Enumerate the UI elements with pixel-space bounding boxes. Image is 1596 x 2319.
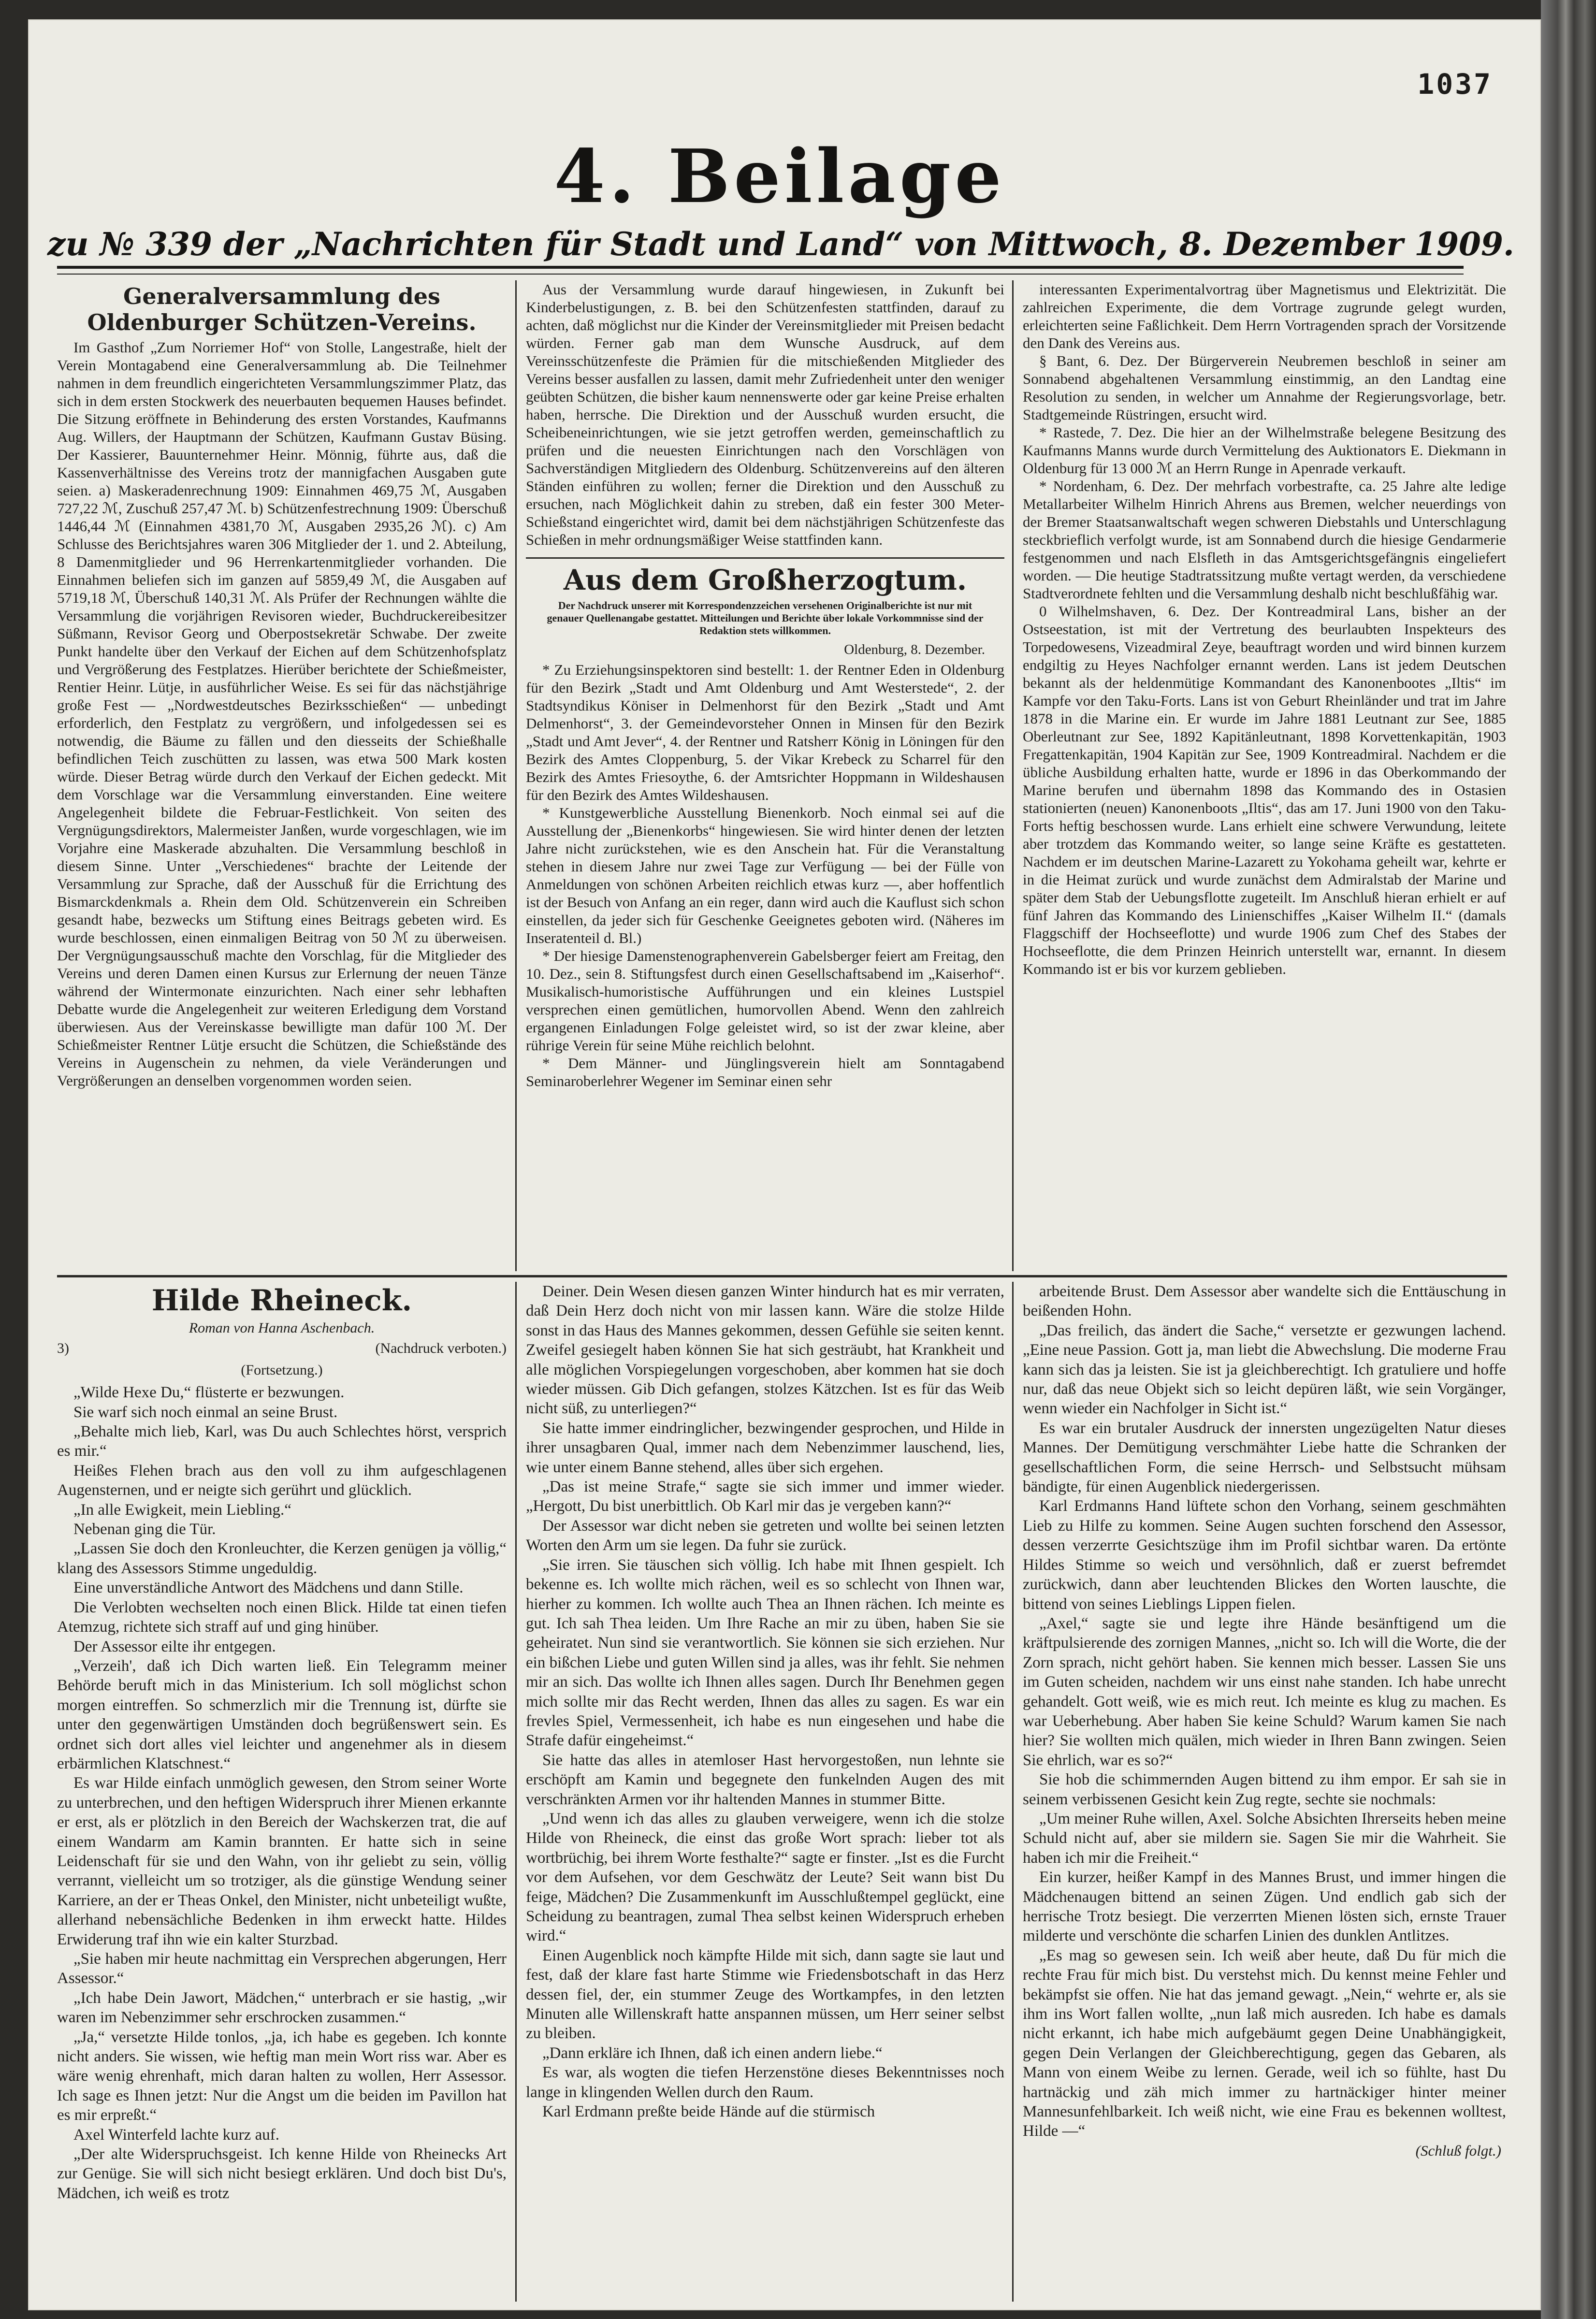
paragraph: * Der hiesige Damenstenographenverein Gabelsberger feiert am Freitag, den 10. Dez., sein 8. Stiftungsfest durch einen Gesellschaftsabend im „Kaiserhof“. Musikalisch-humoristische Aufführungen und ein kleines Lustspiel versprechen einen gemütlichen, humorvollen Abend. Wenn den zahlreich ergangenen Einladungen Folge geleistet wird, so ist der zwar kleine, aber rührige Verein für seine Mühe reichlich belohnt. bbox=[526, 947, 1004, 1054]
paragraph: „Und wenn ich das alles zu glauben verweigere, wenn ich die stolze Hilde von Rheineck, die einst das große Wort sprach: lieber tot als wortbrüchig, bei ihrem Worte festhalte?“ sagte er finster. „Ist es die Furcht vor dem Aufsehen, vor dem Geschwätz der Leute? Seit wann bist Du feige, Mädchen? Die Zusammenkunft im Ausschlußtempel geglückt, eine Scheidung zu beantragen, zumal Thea selbst keinen Widerspruch erheben wird.“ bbox=[526, 1810, 1004, 1945]
paragraph: Es war, als wogten die tiefen Herzenstöne dieses Bekenntnisses noch lange in klingenden Wellen durch den Raum. bbox=[526, 2064, 1004, 2101]
section-divider bbox=[526, 557, 1004, 559]
column-middle bbox=[526, 280, 1004, 1266]
supplement-subtitle: zu № 339 der „Nachrichten für Stadt und Land“ von Mittwoch, 8. Dezember 1909. bbox=[47, 225, 1514, 263]
paragraph: „Wilde Hexe Du,“ flüsterte er bezwungen. bbox=[73, 1384, 345, 1402]
story-title: Hilde Rheineck. bbox=[151, 1284, 412, 1318]
paragraph: Nebenan ging die Tür. bbox=[73, 1521, 216, 1538]
section-body-grossherzogtum bbox=[526, 661, 1004, 1090]
paragraph: Eine unverständliche Antwort des Mädchens und dann Stille. bbox=[73, 1579, 464, 1597]
supplement-title: 4. Beilage bbox=[554, 133, 1005, 219]
story-body-2 bbox=[526, 1282, 1004, 2121]
paragraph: § Bant, 6. Dez. Der Bürgerverein Neubremen beschloß in seiner am Sonnabend abgehaltenen Versammlung einstimmig, an den Landtag eine Resolution zu senden, in welcher um Annahme der Regierungsvorlage, betr. Stadtgemeinde Rüstringen, ersucht wird. bbox=[1023, 352, 1506, 423]
paragraph: interessanten Experimentalvortrag über Magnetismus und Elektrizität. Die zahlreichen Experimente, die dem Vortrage zugrunde gelegt wurden, erleichterten seine Faßlichkeit. Dem Herrn Vortragenden sprach der Vorsitzende den Dank des Vereins aus. bbox=[1023, 281, 1506, 351]
paragraph: Es war Hilde einfach unmöglich gewesen, den Strom seiner Worte zu unterbrechen, und den heftigen Widerspruch ihrer Mienen erkannte er erst, als er plötzlich in den Bereich der Wachskerzen trat, die auf einem Wandarm am Kamin brannten. Er hatte sich in seine Leidenschaft für sie und den Wahn, von ihr geliebt zu sein, völlig verrannt, vielleicht um so trotziger, als die günstige Wendung seiner Karriere, an der er Theas Onkel, den Minister, nicht unbeteiligt wußte, allerhand nebensächliche Bedenken in ihm erweckt hatte. Hildes Erwiderung traf ihn wie ein kalter Sturzbad. bbox=[57, 1774, 507, 1948]
paragraph: Einen Augenblick noch kämpfte Hilde mit sich, dann sagte sie laut und fest, daß der klare fast harte Stimme wie Friedensbotschaft in das Herz dessen fiel, der, ein stummer Zeuge des Wortkampfes, in den letzten Minuten alle Willenskraft hatte anspannen müssen, um Herr seiner selbst zu bleiben. bbox=[526, 1946, 1004, 2043]
paragraph: „Sie haben mir heute nachmittag ein Versprechen abgerungen, Herr Assessor.“ bbox=[57, 1950, 507, 1987]
story-body-1 bbox=[57, 1383, 507, 2203]
masthead bbox=[47, 135, 1512, 266]
paragraph: Es war ein brutaler Ausdruck der innersten ungezügelten Natur dieses Mannes. Der Demütigung verschmähter Liebe hatte die Schranken der gesellschaftlichen Form, die seine Herrsch- und Selbstsucht mühsam bändigte, für einen Augenblick niedergerissen. bbox=[1023, 1419, 1506, 1496]
paragraph: Heißes Flehen brach aus den voll zu ihm aufgeschlagenen Augensternen, und er neigte sich gerührt und glücklich. bbox=[57, 1462, 507, 1499]
paragraph: Sie hatte das alles in atemloser Hast hervorgestoßen, nun lehnte sie erschöpft am Kamin und begegnete den funkelnden Augen des mit verschränkten Armen vor ihr haltenden Mannes in stummer Bitte. bbox=[526, 1751, 1004, 1808]
column-schuetzenverein bbox=[57, 280, 507, 1266]
reprint-prohibited: (Nachdruck verboten.) bbox=[375, 1340, 507, 1357]
paragraph: Karl Erdmanns Hand lüftete schon den Vorhang, seinem geschmähten Lieb zu Hilfe zu kommen. Seine Augen suchten forschend den Assessor, dessen verzerrte Gesichtszüge ihm im Profil sichtbar waren. Da ertönte Hildes Stimme so weich und versöhnlich, daß er zuerst befremdet zurückwich, dann aber leuchtenden Blickes den Worten lauschte, die bittend von seines Lieblings Lippen fielen. bbox=[1023, 1497, 1506, 1613]
paragraph: Ein kurzer, heißer Kampf in des Mannes Brust, und immer hingen die Mädchenaugen bittend an seinen Zügen. Und endlich gab sich der herrische Trotz besiegt. Die verzerrten Mienen lösten sich, ernste Trauer milderte und verschönte die scharfen Linien des dunklen Antlitzes. bbox=[1023, 1869, 1506, 1945]
paragraph: „Ich habe Dein Jawort, Mädchen,“ unterbrach er sie hastig, „wir waren im Nebenzimmer sehr erschrocken zusammen.“ bbox=[57, 1989, 507, 2027]
column-divider bbox=[515, 1282, 517, 2302]
story-end-note: (Schluß folgt.) bbox=[1415, 2142, 1501, 2159]
paragraph: Axel Winterfeld lachte kurz auf. bbox=[73, 2126, 279, 2144]
paragraph: „Behalte mich lieb, Karl, was Du auch Schlechtes hörst, versprich es mir.“ bbox=[57, 1423, 507, 1460]
paragraph: * Dem Männer- und Jünglingsverein hielt am Sonntagabend Seminaroberlehrer Wegener im Seminar einen sehr bbox=[526, 1055, 1004, 1089]
paragraph: * Kunstgewerbliche Ausstellung Bienenkorb. Noch einmal sei auf die Ausstellung der „Bienenkorbs“ hingewiesen. Sie wird hinter denen der letzten Jahre nicht zurückstehen, wie es den Anschein hat. Für die Veranstaltung stehen in diesem Jahre nur zwei Tage zur Verfügung — bei der Fülle von Anmeldungen von schönen Arbeiten reichlich etwas kurz —, aber hoffentlich ist der Besuch von Anfang an ein reger, dann wird auch die Kauflust sich schon einstellen, da jeder sich für Geschenke Geeignetes geboten wird. (Näheres im Inseratenteil d. Bl.) bbox=[526, 804, 1004, 946]
paragraph: „Axel,“ sagte sie und legte ihre Hände besänftigend um die kräftpulsierende des zornigen Mannes, „nicht so. Ich will die Worte, die der Zorn sprach, nicht gehört haben. Sie kennen mich besser. Lassen Sie uns im Guten scheiden, nachdem wir uns einst nahe standen. Ich habe unrecht gehandelt. Gott weiß, wie es mich reut. Ich meinte es klug zu machen. Es war Ueberhebung. Aber haben Sie keine Schuld? Warum kamen Sie nach hier? Sie wollten mich quälen, mich wieder in Ihren Bann zwingen. Seien Sie ehrlich, war es so?“ bbox=[1023, 1614, 1506, 1769]
paragraph: Im Gasthof „Zum Norriemer Hof“ von Stolle, Langestraße, hielt der Verein Montagabend eine Generalversammlung ab. Die Teilnehmer nahmen in dem freundlich eingerichteten Versammlungszimmer Platz, das sich in dem ersten Stockwerk des neuerbauten bequemen Hauses befindet. Die Sitzung eröffnete in Behinderung des ersten Vorstandes, Kaufmanns Aug. Willers, der Hauptmann der Schützen, Kaufmann Gustav Büsing. Der Kassierer, Bauunternehmer Heinr. Mönnig, führte aus, daß die Kassenverhältnisse des Vereins trotz der mannigfachen Ausgaben gute seien. a) Maskeradenrechnung 1909: Einnahmen 469,75 ℳ, Ausgaben 727,22 ℳ, Zuschuß 257,47 ℳ. b) Schützenfestrechnung 1909: Überschuß 1446,44 ℳ (Einnahmen 4381,70 ℳ, Ausgaben 2935,26 ℳ). c) Am Schlusse des Berichtsjahres waren 306 Mitglieder der 1. und 2. Abteilung, 8 Damenmitglieder und 96 Herrenkartenmitglieder vorhanden. Die Einnahmen beliefen sich im ganzen auf 5859,49 ℳ, die Ausgaben auf 5719,18 ℳ, Überschuß 140,31 ℳ. Als Prüfer der Rechnungen wählte die Versammlung die vorjährigen Revisoren wieder, Buchdruckereibesitzer Süßmann, Revisor Georg und Oberpostsekretär Schwabe. Der zweite Punkt handelte über den Verkauf der Eichen auf dem Schützenhofsplatz und Vergrößerung des Festplatzes. Hierüber berichtete der Schießmeister, Rentier Heinr. Lütje, in ausführlicher Weise. Es sei für das nächstjährige große Fest — „Nordwestdeutsches Bezirksschießen“ — unbedingt erforderlich, den Festplatz zu vergrößern, und infolgedessen sei es notwendig, die Bäume zu fällen und den diesseits der Schießhalle befindlichen Teich zuschütten zu lassen, was etwa 500 Mark kosten würde. Dieser Betrag würde durch den Verkauf der Eichen gedeckt. Mit dem Vorschlage war die Versammlung einverstanden. Eine weitere Angelegenheit bildete die Februar-Festlichkeit. Von seiten des Vergnügungsdirektors, Malermeister Janßen, wurde vorgeschlagen, wie im Vorjahre eine Maskerade abzuhalten. Die Versammlung beschloß in diesem Sinne. Unter „Verschiedenes“ brachte der Leitende der Versammlung zur Sprache, daß der Ausschuß für die Errichtung des Bismarckdenkmals a. Rhein dem Old. Schützenverein ein Schreiben gesandt habe, bezwecks um Stiftung eines Beitrags gebeten wird. Es wurde beschlossen, einen einmaligen Beitrag von 50 ℳ zu überweisen. Der Vergnügungsausschuß machte den Vorschlag, für die Mitglieder des Vereins und deren Damen einen Kursus zur Erlernung der neuen Tänze während der Wintermonate einzurichten. Nach einer sehr lebhaften Debatte wurde die Angelegenheit zur weiteren Erledigung dem Vorstand überwiesen. Aus der Vereinskasse bewilligte man dafür 100 ℳ. Der Schießmeister Rentner Lütje ersucht die Schützen, die Schießstände des Vereins in Augenschein zu nehmen, da viele Veränderungen und Vergrößerungen an denselben vorgenommen worden seien. bbox=[57, 339, 507, 1089]
local-news-body bbox=[1023, 280, 1506, 978]
column-divider bbox=[515, 280, 517, 1271]
paragraph: „Das ist meine Strafe,“ sagte sie sich immer und immer wieder. „Hergott, Du bist unerbittlich. Ob Karl mir das je vergeben kann?“ bbox=[526, 1478, 1004, 1515]
paragraph: „Ja,“ versetzte Hilde tonlos, „ja, ich habe es gegeben. Ich konnte nicht anders. Sie wissen, wie heftig man mein Wort riss war. Aber es wäre wenig ehrenhaft, mich daran halten zu wollen, Herr Assessor. Ich sage es Ihnen jetzt: Nur die Angst um die beiden im Pavillon hat es mir erpreßt.“ bbox=[57, 2028, 507, 2124]
paragraph: „Sie irren. Sie täuschen sich völlig. Ich habe mit Ihnen gespielt. Ich bekenne es. Ich wollte mich rächen, weil es so schlecht von Ihnen war, hierher zu kommen. Ich wollte auch Thea an Ihnen rächen. Ich meinte es gut. Ich sah Thea leiden. Um Ihre Rache an mir zu üben, haben Sie sie geheiratet. Nun sind sie verantwortlich. Sie können sie sich erziehen. Nur ein bißchen Liebe und guten Willen sind ja alles, was ihr fehlt. Sie nehmen mir an sich. Das wollte ich Ihnen alles sagen. Durch Ihr Benehmen gegen mich sollte mir das Recht werden, Ihnen das alles zu sagen. Es war ein frevles Spiel, Vermessenheit, ich habe es nun eingesehen und habe die Strafe dafür eingeheimst.“ bbox=[526, 1556, 1004, 1750]
paragraph: Die Verlobten wechselten noch einen Blick. Hilde tat einen tiefen Atemzug, richtete sich straff auf und ging hinüber. bbox=[57, 1598, 507, 1636]
page-number: 1037 bbox=[1417, 68, 1493, 101]
paragraph: Sie hatte immer eindringlicher, bezwingender gesprochen, und Hilde in ihrer unsagbaren Qual, immer nach dem Nebenzimmer lauschend, lies, wie unter einem Banne stehend, alles über sich ergehen. bbox=[526, 1419, 1004, 1476]
paragraph: „Um meiner Ruhe willen, Axel. Solche Absichten Ihrerseits heben meine Schuld nicht auf, aber sie mildern sie. Sagen Sie mir die Wahrheit. Sie haben ich mir die Freiheit.“ bbox=[1023, 1810, 1506, 1867]
continuation-note: (Fortsetzung.) bbox=[241, 1362, 323, 1378]
paragraph: Aus der Versammlung wurde darauf hingewiesen, in Zukunft bei Kinderbelustigungen, z. B. bei den Schützenfesten stattfinden, darauf zu achten, daß möglichst nur die Kinder der Vereinsmitglieder mit Preisen bedacht würden. Ferner gab man dem Wunsche Ausdruck, auf dem Vereinsschützenfeste die Prämien für die mitschießenden Mitglieder des Vereins besser ausfallen zu lassen, damit mehr Zufriedenheit unter den weniger geübten Schützen, die bisher kaum nennenswerte oder gar keine Preise erhalten haben, herrsche. Die Direktion und der Ausschuß wurden ersucht, die Scheibeneinrichtungen, wie sie jetzt getroffen werden, gemeinschaftlich zu prüfen und die neuesten Einrichtungen nach den Vorschlägen von Sachverständigen Mitgliedern des Oldenburg. Schützenvereins auf den älteren Ständen einführen zu wollen; ferner die Direktion und den Ausschuß zu ersuchen, nach Möglichkeit dahin zu streben, daß ein fester 300 Meter-Schießstand eingerichtet wird, damit bei dem nächstjährigen Schützenfeste das Schießen in mehr ordnungsmäßiger Weise stattfinden kann. bbox=[526, 281, 1004, 548]
article-heading-schuetzenverein: Generalversammlung des Oldenburger Schützen-Vereins. bbox=[87, 283, 477, 335]
paragraph: „Der alte Widerspruchsgeist. Ich kenne Hilde von Rheinecks Art zur Genüge. Sie will sich nicht besiegt erklären. Und doch bist Du's, Mädchen, ich weiß es trotz bbox=[57, 2145, 507, 2202]
column-right bbox=[1023, 280, 1506, 1266]
story-column-1 bbox=[57, 1282, 507, 2302]
story-column-3 bbox=[1023, 1282, 1506, 2302]
paragraph: 0 Wilhelmshaven, 6. Dez. Der Kontreadmiral Lans, bisher an der Ostseestation, ist mit der Vertretung des beurlaubten Inspekteurs des Torpedowesens, Vizeadmiral Zeye, beauftragt worden und wird binnen kurzem endgiltig zu Heyes Nachfolger ernannt werden. Lans ist jedem Deutschen bekannt als der heldenmütige Kommandant des Kanonenbootes „Iltis“ im Kampfe vor den Taku-Forts. Lans ist von Geburt Rheinländer und trat im Jahre 1878 in die Marine ein. Er wurde im Jahre 1881 Leutnant zur See, 1885 Oberleutnant zur See, 1892 Kapitänleutnant, 1898 Korvettenkapitän, 1903 Fregattenkapitän, 1904 Kapitän zur See, 1909 Kontreadmiral. Nachdem er die übliche Ausbildung erhalten hatte, wurde er 1896 in das Oberkommando der Marine berufen und übernahm 1898 das Kommando des in Ostasien stationierten (neuen) Kanonenboots „Iltis“, das am 17. Juni 1900 von den Taku-Forts heftig beschossen wurde. Lans erhielt eine schwere Verwundung, leitete aber trotzdem das Kommando weiter, so lange seine Kräfte es gestatteten. Nachdem er im deutschen Marine-Lazarett zu Yokohama geheilt war, kehrte er in die Heimat zurück und wurde zunächst dem Admiralstab der Marine und später dem Stab der Uebungsflotte zugeteilt. Im Anschluß hieran erhielt er auf fünf Jahren das Kommando des Linienschiffes „Kaiser Wilhelm II.“ (damals Flaggschiff der Hochseeflotte) und wurde 1906 zum Chef des Stabes der Hochseeflotte, die dem Prinzen Heinrich unterstellt war, ernannt. In diesem Kommando ist er bis vor kurzem geblieben. bbox=[1023, 603, 1506, 977]
story-installment bbox=[57, 1339, 507, 1358]
article-body-schuetzenverein bbox=[57, 338, 507, 1089]
paragraph: „In alle Ewigkeit, mein Liebling.“ bbox=[73, 1501, 291, 1519]
reprint-notice: Der Nachdruck unserer mit Korrespondenzzeichen versehenen Originalberichte ist nur mit genauer Quellenangabe gestattet. Mitteilungen und Berichte über lokale Vorkommnisse sind der Redaktion stets willkommen. bbox=[547, 599, 984, 637]
story-body-3 bbox=[1023, 1282, 1506, 2141]
paragraph: Karl Erdmann preßte beide Hände auf die stürmisch bbox=[542, 2103, 875, 2121]
paragraph: „Lassen Sie doch den Kronleuchter, die Kerzen genügen ja völlig,“ klang des Assessors Stimme ungeduldig. bbox=[57, 1540, 507, 1577]
paragraph: * Zu Erziehungsinspektoren sind bestellt: 1. der Rentner Eden in Oldenburg für den Bezirk „Stadt und Amt Oldenburg und Amt Westerstede“, 2. der Stadtsyndikus Köniser in Delmenhorst für den Bezirk „Stadt und Amt Delmenhorst“, 3. der Gemeindevorsteher Onnen in Minsen für den Bezirk „Stadt und Amt Jever“, 4. der Rentner und Ratsherr König in Löningen für den Bezirk des Amtes Cloppenburg, 5. der Vikar Krebeck zu Scharrel für den Bezirk des Amtes Friesoythe, 6. der Amtsrichter Hoppmann in Wildeshausen für den Bezirk des Amtes Wildeshausen. bbox=[526, 661, 1004, 803]
paragraph: Sie warf sich noch einmal an seine Brust. bbox=[73, 1403, 338, 1421]
bound-volume-edge bbox=[1541, 0, 1596, 2319]
paragraph: „Es mag so gewesen sein. Ich weiß aber heute, daß Du für mich die rechte Frau für mich bist. Du verstehst mich. Du kennst meine Fehler und bekämpfst sie offen. Nie hat das jemand gewagt. „Nein,“ wehrte er, als sie ihm ins Wort fallen wollte, „nun laß mich ausreden. Ich habe es damals nicht erkannt, ich habe mich aufgebäumt gegen Deine Unabhängigkeit, gegen Dein Verlangen der Gleichberechtigung, gegen das Gebaren, als Mann von einem Weibe zu lernen. Gerade, weil ich so fühlte, hast Du hartnäckig und zäh mich immer zu hartnäckiger hinter meiner Mannesunfehlbarkeit. Ich weiß nicht, wie eine Frau es bekennen wolltest, Hilde —“ bbox=[1023, 1946, 1506, 2140]
newspaper-page bbox=[28, 19, 1541, 2310]
installment-number: 3) bbox=[57, 1340, 69, 1357]
paragraph: * Nordenham, 6. Dez. Der mehrfach vorbestrafte, ca. 25 Jahre alte ledige Metallarbeiter Wilhelm Hinrich Ahrens aus Bremen, welcher neuerdings von der Bremer Staatsanwaltschaft wegen schweren Diebstahls und Unterschlagung steckbrieflich verfolgt wurde, ist am Sonnabend durch die hiesige Gendarmerie festgenommen und nach Elsfleth in das Amtsgerichtsgefängnis eingeliefert worden. — Die heutige Stadtratssitzung mußte vertagt werden, da verschiedene Stadtverordnete fehlten und die Versammlung deshalb nicht beschlußfähig war. bbox=[1023, 478, 1506, 602]
story-column-2 bbox=[526, 1282, 1004, 2302]
paragraph: arbeitende Brust. Dem Assessor aber wandelte sich die Enttäuschung in beißenden Hohn. bbox=[1023, 1283, 1506, 1320]
paragraph: „Dann erkläre ich Ihnen, daß ich einen andern liebe.“ bbox=[542, 2044, 883, 2062]
masthead-rule bbox=[57, 266, 1464, 275]
paragraph: „Das freilich, das ändert die Sache,“ versetzte er gezwungen lachend. „Eine neue Passion. Gott ja, man liebt die Abwechslung. Die moderne Frau kann sich das ja leisten. Sie ist ja gleichberechtigt. Ich gratuliere und hoffe nur, daß das neue Objekt sich so leicht depüren läßt, wie sein Vorgänger, wenn wieder ein Nachfolger in Sicht ist.“ bbox=[1023, 1321, 1506, 1418]
feuilleton-divider bbox=[57, 1275, 1507, 1277]
paragraph: Deiner. Dein Wesen diesen ganzen Winter hindurch hat es mir verraten, daß Dein Herz doch nicht von mir lassen kann. Wäre die stolze Hilde sonst in das Haus des Mannes gekommen, dessen Gefühle sie seiten kennt. Zweifel gesiegelt haben können Sie hat sich gesträubt, hat Krankheit und alle möglichen Vorspiegelungen vorgeschoben, aber kommen hat sie doch wieder müssen. Gib Dich gefangen, stolzes Kätzchen. Ist es für das Weib nicht süß, zu unterliegen?“ bbox=[526, 1283, 1004, 1418]
paragraph: Der Assessor war dicht neben sie getreten und wollte bei seinen letzten Worten den Arm um sie legen. Da fuhr sie zurück. bbox=[526, 1517, 1004, 1554]
paragraph: „Verzeih', daß ich Dich warten ließ. Ein Telegramm meiner Behörde beruft mich in das Ministerium. Ich soll möglichst schon morgen eintreffen. So schmerzlich mir die Trennung ist, dürfte sie unter den gegenwärtigen Umständen doch begrüßenswert sein. Es ordnet sich dort alles viel leichter und angenehmer als in diesem erbärmlichen Klatschnest.“ bbox=[57, 1657, 507, 1772]
paragraph: * Rastede, 7. Dez. Die hier an der Wilhelmstraße belegene Besitzung des Kaufmanns Manns wurde durch Vermittelung des Auktionators E. Diekmann in Oldenburg für 13 000 ℳ an Herrn Runge in Apenrade verkauft. bbox=[1023, 424, 1506, 477]
dateline-oldenburg: Oldenburg, 8. Dezember. bbox=[844, 642, 985, 657]
article-body-schuetzenverein-cont bbox=[526, 280, 1004, 549]
paragraph: Sie hob die schimmernden Augen bittend zu ihm empor. Er sah sie in seinem verbissenen Gesicht kein Zug regte, sechte sie nochmals: bbox=[1023, 1771, 1506, 1808]
column-divider bbox=[1012, 1282, 1014, 2302]
story-byline: Roman von Hanna Aschenbach. bbox=[189, 1320, 375, 1336]
paragraph: Der Assessor eilte ihr entgegen. bbox=[73, 1638, 276, 1655]
section-heading-grossherzogtum: Aus dem Großherzogtum. bbox=[563, 564, 967, 596]
column-divider bbox=[1012, 280, 1014, 1271]
